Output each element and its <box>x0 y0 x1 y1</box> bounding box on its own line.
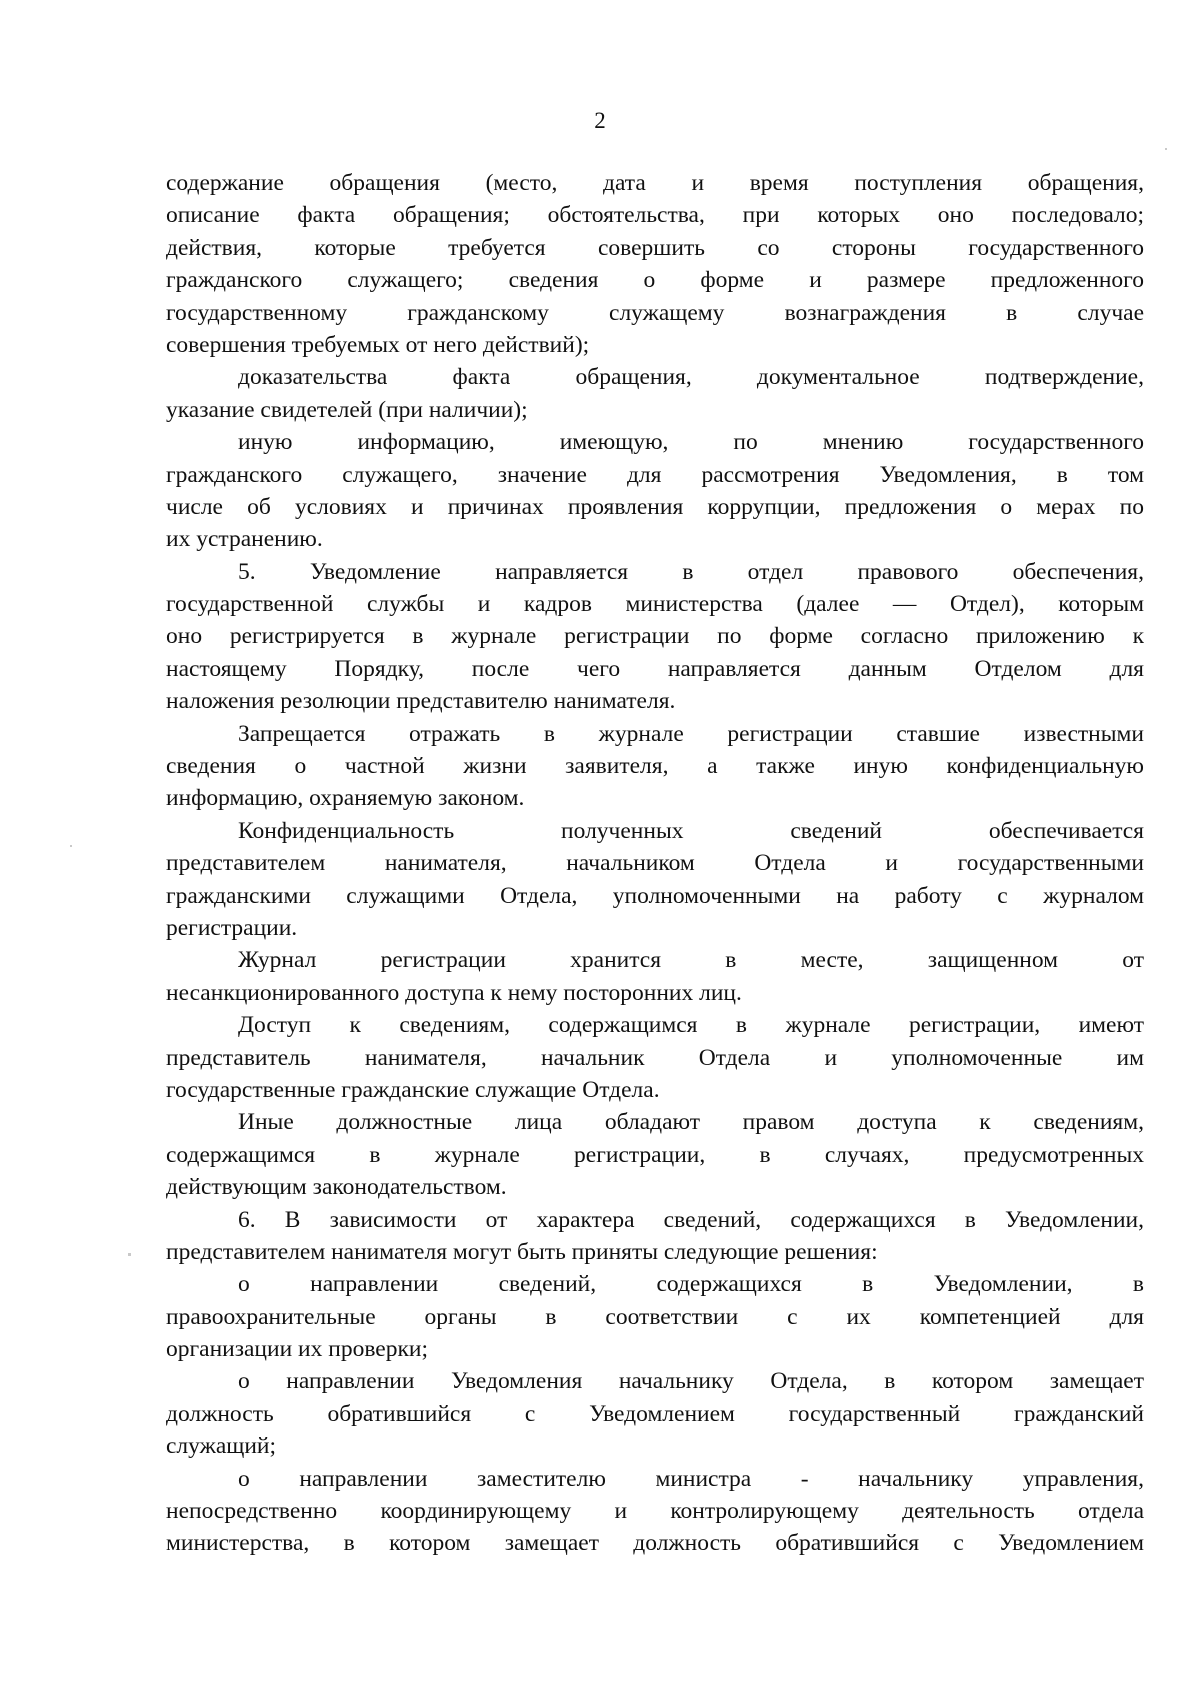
text-line: гражданского служащего; сведения о форме и размере предложенного <box>166 267 1144 294</box>
text-line: иную информацию, имеющую, по мнению государственного <box>238 429 1144 456</box>
text-line: Запрещается отражать в журнале регистрации ставшие известными <box>238 720 1144 747</box>
paragraph <box>166 167 1144 361</box>
text-line: о направлении заместителю министра - начальнику управления, <box>238 1465 1144 1492</box>
text-line: непосредственно координирующему и контролирующему деятельность отдела <box>166 1498 1144 1525</box>
text-line: министерства, в котором замещает должность обратившийся с Уведомлением <box>166 1530 1144 1557</box>
scan-dot <box>70 845 72 847</box>
text-line: доказательства факта обращения, документальное подтверждение, <box>238 364 1144 391</box>
text-line: 5. Уведомление направляется в отдел правового обеспечения, <box>238 558 1144 585</box>
text-line: государственному гражданскому служащему вознаграждения в случае <box>166 299 1144 326</box>
paragraph <box>166 361 1144 426</box>
text-line: описание факта обращения; обстоятельства, при которых оно последовало; <box>166 202 1144 229</box>
text-line: наложения резолюции представителю нанимателя. <box>166 688 676 715</box>
paragraph <box>166 556 1144 718</box>
text-line: содержащимся в журнале регистрации, в случаях, предусмотренных <box>166 1141 1144 1168</box>
text-line: представителем нанимателя могут быть приняты следующие решения: <box>166 1238 878 1265</box>
text-line: Иные должностные лица обладают правом доступа к сведениям, <box>238 1109 1144 1136</box>
text-line: содержание обращения (место, дата и время поступления обращения, <box>166 170 1144 196</box>
paragraph <box>166 1463 1144 1560</box>
paragraph <box>166 1106 1144 1203</box>
text-line: информацию, охраняемую законом. <box>166 785 525 812</box>
text-line: действующим законодательством. <box>166 1174 507 1201</box>
paragraph <box>166 1268 1144 1365</box>
text-line: служащий; <box>166 1433 277 1460</box>
text-line: указание свидетелей (при наличии); <box>166 396 528 423</box>
text-line: Журнал регистрации хранится в месте, защищенном от <box>238 947 1144 974</box>
text-line: представителем нанимателя, начальником Отдела и государственными <box>166 850 1144 877</box>
scan-dot <box>1165 148 1167 150</box>
text-line: Конфиденциальность полученных сведений обеспечивается <box>238 817 1144 844</box>
text-line: правоохранительные органы в соответствии с их компетенцией для <box>166 1303 1144 1330</box>
text-line: государственные гражданские служащие Отдела. <box>166 1076 660 1103</box>
text-line: числе об условиях и причинах проявления коррупции, предложения о мерах по <box>166 493 1144 520</box>
paragraph <box>166 944 1144 1009</box>
text-line: совершения требуемых от него действий); <box>166 331 590 358</box>
text-line: организации их проверки; <box>166 1336 428 1363</box>
text-line: о направлении сведений, содержащихся в Уведомлении, в <box>238 1271 1144 1298</box>
text-line: оно регистрируется в журнале регистрации по форме согласно приложению к <box>166 623 1144 650</box>
text-line: настоящему Порядку, после чего направляется данным Отделом для <box>166 655 1144 682</box>
paragraph <box>166 718 1144 815</box>
text-line: их устранению. <box>166 526 323 553</box>
text-line: должность обратившийся с Уведомлением государственный гражданский <box>166 1400 1144 1427</box>
paragraph <box>166 815 1144 945</box>
paragraph <box>166 1204 1144 1269</box>
text-line: о направлении Уведомления начальнику Отдела, в котором замещает <box>238 1368 1144 1395</box>
text-line: действия, которые требуется совершить со стороны государственного <box>166 234 1144 261</box>
paragraph <box>166 1365 1144 1462</box>
text-line: несанкционированного доступа к нему посторонних лиц. <box>166 979 742 1006</box>
paragraph <box>166 426 1144 556</box>
text-line: представитель нанимателя, начальник Отдела и уполномоченные им <box>166 1044 1144 1071</box>
document-body <box>166 167 1144 1560</box>
text-line: Доступ к сведениям, содержащимся в журнале регистрации, имеют <box>238 1012 1144 1039</box>
text-line: 6. В зависимости от характера сведений, содержащихся в Уведомлении, <box>238 1206 1144 1233</box>
text-line: государственной службы и кадров министерства (далее — Отдел), которым <box>166 591 1144 618</box>
text-line: гражданского служащего, значение для рассмотрения Уведомления, в том <box>166 461 1144 488</box>
page-number: 2 <box>594 108 606 133</box>
scan-dot <box>128 1253 131 1256</box>
paragraph <box>166 1009 1144 1106</box>
text-line: регистрации. <box>166 914 298 941</box>
text-line: сведения о частной жизни заявителя, а также иную конфиденциальную <box>166 753 1144 780</box>
text-line: гражданскими служащими Отдела, уполномоченными на работу с журналом <box>166 882 1144 909</box>
